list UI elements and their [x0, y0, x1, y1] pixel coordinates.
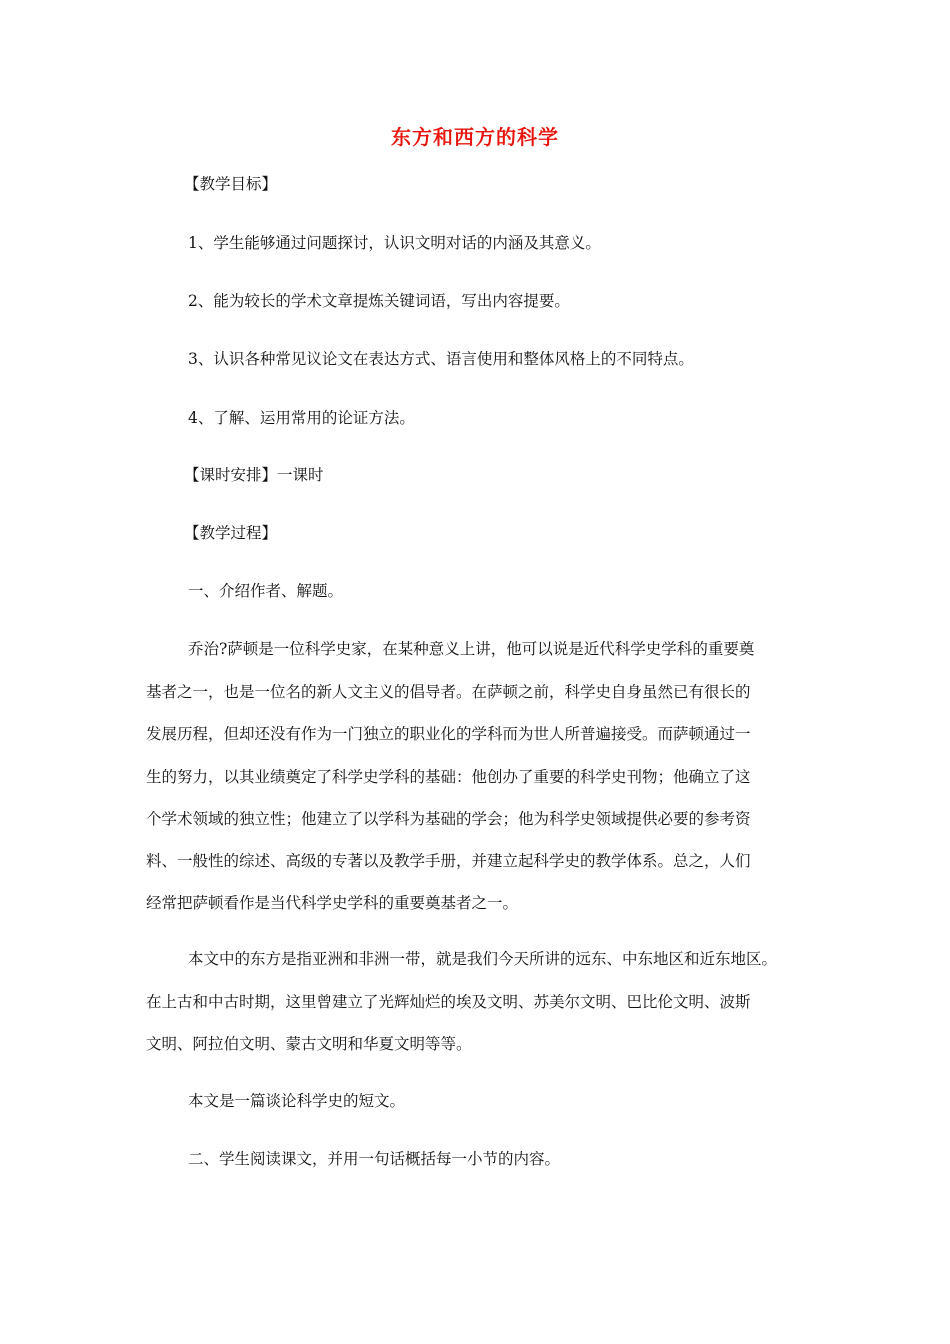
section-1-heading: 一、介绍作者、解题。 [188, 582, 344, 600]
paragraph-line: 在上古和中古时期，这里曾建立了光辉灿烂的埃及文明、苏美尔文明、巴比伦文明、波斯 [146, 993, 751, 1011]
paragraph-line: 经常把萨顿看作是当代科学史学科的重要奠基者之一。 [146, 894, 519, 912]
objective-item-1: 1、学生能够通过问题探讨，认识文明对话的内涵及其意义。 [188, 234, 601, 252]
paragraph-line: 料、一般性的综述、高级的专著以及教学手册，并建立起科学史的教学体系。总之，人们 [146, 852, 751, 870]
paragraph-line: 文明、阿拉伯文明、蒙古文明和华夏文明等等。 [146, 1035, 472, 1053]
section-2-heading: 二、学生阅读课文，并用一句话概括每一小节的内容。 [188, 1150, 561, 1168]
paragraph-line: 个学术领域的独立性；他建立了以学科为基础的学会；他为科学史领域提供必要的参考资 [146, 810, 751, 828]
objective-item-4: 4、了解、运用常用的论证方法。 [188, 409, 415, 427]
process-heading: 【教学过程】 [184, 524, 278, 542]
paragraph-line: 基者之一，也是一位名的新人文主义的倡导者。在萨顿之前，科学史自身虽然已有很长的 [146, 683, 751, 701]
objective-item-3: 3、认识各种常见议论文在表达方式、语言使用和整体风格上的不同特点。 [188, 350, 694, 368]
objective-item-2: 2、能为较长的学术文章提炼关键词语，写出内容提要。 [188, 292, 570, 310]
genre-paragraph: 本文是一篇谈论科学史的短文。 [188, 1092, 406, 1110]
schedule-line: 【课时安排】一课时 [184, 466, 324, 484]
paragraph-line: 生的努力，以其业绩奠定了科学史学科的基础：他创办了重要的科学史刊物；他确立了这 [146, 768, 751, 786]
objectives-heading: 【教学目标】 [184, 175, 278, 193]
paragraph-line: 乔治?萨顿是一位科学史家，在某种意义上讲，他可以说是近代科学史学科的重要奠 [188, 640, 755, 658]
document-title: 东方和西方的科学 [391, 125, 559, 149]
paragraph-line: 发展历程，但却还没有作为一门独立的职业化的学科而为世人所普遍接受。而萨顿通过一 [146, 725, 751, 743]
paragraph-line: 本文中的东方是指亚洲和非洲一带，就是我们今天所讲的远东、中东地区和近东地区。 [188, 950, 778, 968]
